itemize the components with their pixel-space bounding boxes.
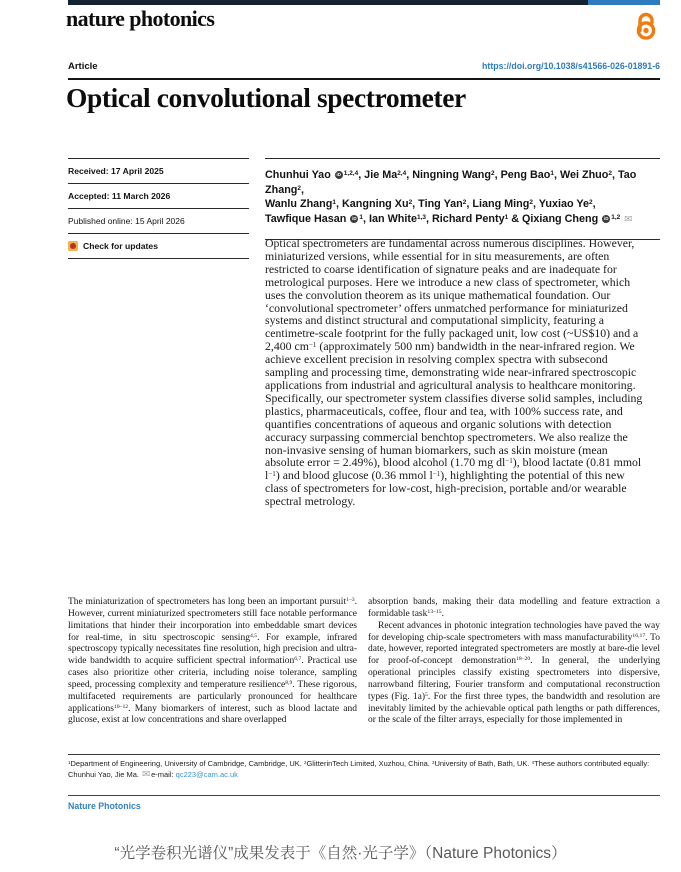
journal-footer: Nature Photonics xyxy=(68,801,141,811)
chinese-caption: “光学卷积光谱仪”成果发表于《自然·光子学》（Nature Photonics） xyxy=(114,845,567,862)
author-line: Wanlu Zhang$^1$, Kangning Xu$^2$, Ting Yan$^2$, Liang Ming$^2$, Yuxiao Ye$^2$, xyxy=(265,198,596,211)
author-line: Chunhui Yao iD $^{1,2,4}$, Jie Ma$^{2,4}$, Ningning Wang$^2$, Peng Bao$^1$, Wei Zhuo$^2$, Tao Zhang$^2$, xyxy=(265,169,637,196)
brand-bar-accent xyxy=(588,0,660,5)
open-access-icon xyxy=(633,10,661,40)
email-link[interactable]: qc223@cam.ac.uk xyxy=(175,769,238,779)
orcid-icon: iD xyxy=(603,215,609,221)
author-list xyxy=(265,158,660,240)
check-for-updates-button[interactable] xyxy=(68,233,249,259)
article-title: Optical convolutional spectrometer xyxy=(66,82,466,113)
body-paragraph: absorption bands, making their data modelling and feature extraction a formidable task$^{13-15}$. xyxy=(368,597,660,619)
body-column-right xyxy=(368,597,660,727)
author-line: Tawfique Hasan iD $^1$, Ian White$^{1,3}$, Richard Penty$^1$ & Qixiang Cheng iD $^{1,2}$ ✉ xyxy=(265,212,660,228)
title-divider xyxy=(68,78,660,80)
article-type-label: Article xyxy=(68,61,98,72)
footnote-divider xyxy=(68,754,660,755)
body-paragraph: The miniaturization of spectrometers has long been an important pursuit$^{1-3}$. However, current miniaturized spectrometers still face notable performance limitations that hinder their incorporation into embeddable smart devices for real-time, in situ spectroscopic sensing$^{4,5}$. For example, infrared spectroscopy typically necessitates fine resolution, high precision and ultra-wide bandwidth to acquire sufficient spectral information$^{6,7}$. Practical use cases also prioritize other criteria, including noise tolerance, sampling speed, processing complexity and temperature resilience$^{8,9}$. These rigorous, multifaceted requirements are particularly pronounced for healthcare applications$^{10-12}$. Many biomarkers of interest, such as blood lactate and glucose, exist at low concentrations and share overlapped xyxy=(68,597,357,726)
affiliations xyxy=(68,759,660,781)
check-for-updates-label: Check for updates xyxy=(83,241,158,251)
orcid-icon: iD xyxy=(352,215,357,221)
received-date: Received: 17 April 2025 xyxy=(68,158,249,183)
crossmark-icon xyxy=(68,241,78,251)
orcid-icon: iD xyxy=(336,172,342,177)
abstract-text: Optical spectrometers are fundamental across numerous disciplines. However, miniaturized versions, while essential for in situ measurements, are often restricted to coarse identification of signature peaks and are inadequate for metrological purposes. Here we introduce a new class of spectrometer, which uses the convolution theorem as its unique mathematical foundation. Our ‘convolutional spectrometer’ offers unmatched performance for miniaturized systems and distinct structural and computational simplicity, featuring a centimetre-scale footprint for the fully packaged unit, low cost (~US$10) and a 2,400 $cm^{-1}$ (approximately 500 nm) bandwidth in the near-infrared region. We achieve excellent precision in resolving complex spectra with subsecond sampling and processing time, demonstrating wide near-infrared spectroscopic applications from industrial and agricultural analysis to healthcare monitoring. Specifically, our spectrometer system classifies diverse solid samples, including plastics, pharmaceuticals, coffee, flour and tea, with 100% success rate, and quantifies concentrations of aqueous and organic solutions with detection accuracy surpassing commercial benchtop spectrometers. We also realize the non-invasive sensing of human biomarkers, such as skin moisture (mean absolute error = 2.49%), blood alcohol (1.70 mg $dl^{-1}$), blood lactate (0.81 mmol $l^{-1}$) and blood glucose (0.36 mmol $l^{-1}$), highlighting the potential of this new class of spectrometers for low-cost, high-precision, portable and/or wearable spectral metrology. xyxy=(265,236,643,509)
envelope-icon: ✉ xyxy=(624,213,633,225)
footer-divider xyxy=(68,795,660,796)
journal-masthead: nature photonics xyxy=(66,6,215,31)
article-meta xyxy=(68,158,249,259)
body-paragraph: Recent advances in photonic integration technologies have paved the way for developing chip-scale spectrometers with mass manufacturability$^{16,17}$. To date, however, reported integrated spectrometers are mostly at bare-die level for proof-of-concept demonstration$^{18-20}$. In general, the underlying operational principles classify existing spectrometers into dispersive, narrowband filtering, Fourier transform and computational reconstruction types (Fig. 1a)$^5$. For the first three types, the bandwidth and resolution are inevitably limited by the achievable optical path lengths or path differences, or the scale of the filter arrays, especially for those implemented in xyxy=(368,620,660,726)
published-date: Published online: 15 April 2026 xyxy=(68,208,249,233)
affiliations-text: $^1$Department of Engineering, University of Cambridge, Cambridge, UK. $^2$GlitterinTech Limited, Xuzhou, China. $^3$University of Bath, Bath, UK. $^4$These authors contributed equally: Chunhui Yao, Jie Ma. ✉e-mail: xyxy=(68,759,650,780)
doi-link[interactable]: https://doi.org/10.1038/s41566-026-01891-6 xyxy=(482,61,660,71)
accepted-date: Accepted: 11 March 2026 xyxy=(68,183,249,208)
brand-bar xyxy=(68,0,660,5)
envelope-icon: ✉ xyxy=(142,768,151,780)
crossmark-dot xyxy=(70,243,76,249)
body-column-left xyxy=(68,597,357,727)
